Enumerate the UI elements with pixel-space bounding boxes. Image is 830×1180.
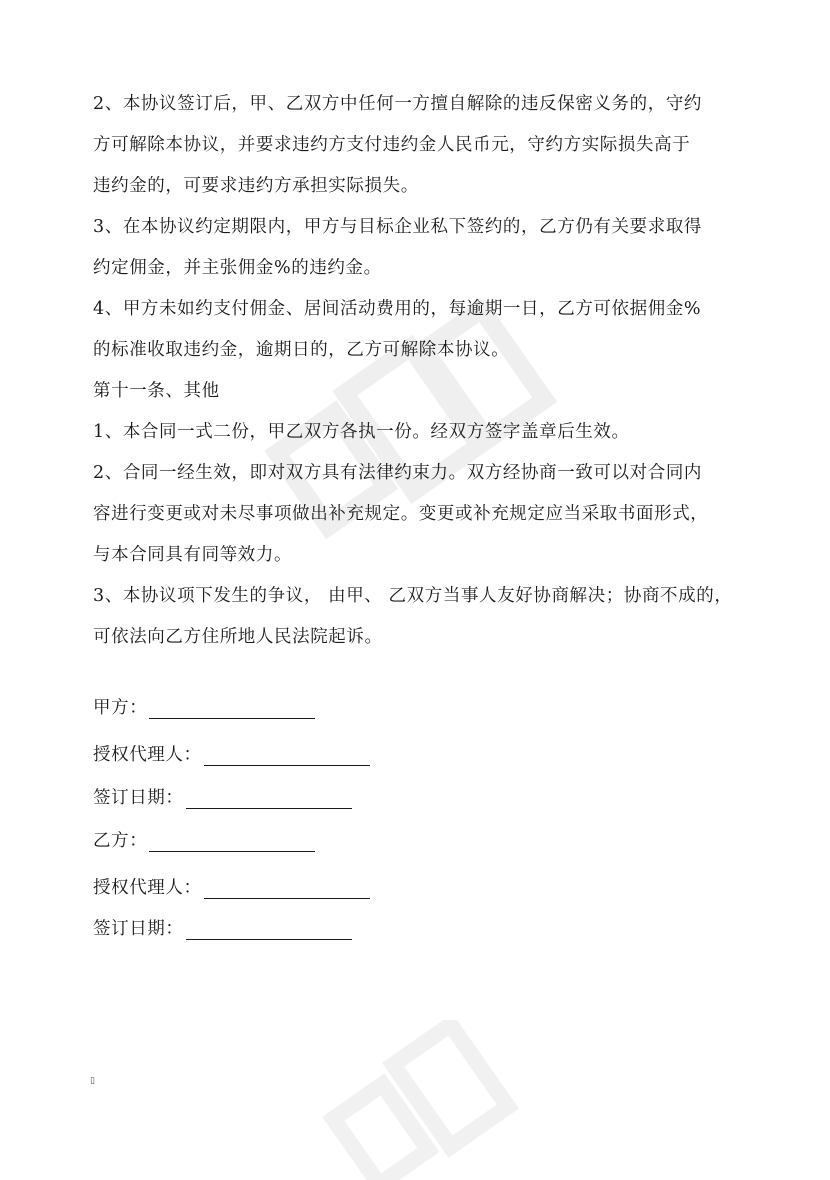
text-line: 1、本合同一式二份，甲乙双方各执一份。经双方签字盖章后生效。 [93, 422, 630, 442]
clause-11-3 [93, 576, 753, 658]
text-line: 方可解除本协议，并要求违约方支付违约金人民币元，守约方实际损失高于 [93, 135, 691, 155]
clause-11-1 [93, 412, 753, 453]
text-line: 违约金的，可要求违约方承担实际损失。 [93, 176, 419, 196]
signature-party-b [93, 827, 315, 852]
signature-label: 签订日期： [93, 788, 184, 808]
signature-label: 乙方： [93, 831, 148, 851]
signature-label: 签订日期： [93, 919, 184, 939]
text-line: 3、在本协议约定期限内，甲方与目标企业私下签约的，乙方仍有关要求取得 [93, 217, 703, 237]
signature-blank[interactable] [186, 919, 352, 940]
signature-blank[interactable] [186, 788, 352, 809]
signature-label: 授权代理人： [93, 878, 202, 898]
text-line: 容进行变更或对未尽事项做出补充规定。变更或补充规定应当采取书面形式， [93, 504, 709, 524]
text-line: 4、甲方未如约支付佣金、居间活动费用的，每逾期一日，乙方可依据佣金% [93, 299, 702, 319]
text-line: 与本合同具有同等效力。 [93, 545, 293, 565]
signature-party-b-agent [93, 874, 370, 899]
document-body [93, 84, 753, 658]
text-line: 可依法向乙方住所地人民法院起诉。 [93, 627, 383, 647]
text-line: 3、本协议项下发生的争议， 由甲、 乙双方当事人友好协商解决；协商不成的， [93, 586, 733, 606]
text-line: 约定佣金，并主张佣金%的违约金。 [93, 258, 382, 278]
signature-label: 授权代理人： [93, 745, 202, 765]
signature-blank[interactable] [204, 878, 370, 899]
signature-blank[interactable] [149, 698, 315, 719]
clause-10-2 [93, 84, 753, 207]
signature-party-b-date [93, 915, 352, 940]
signature-party-a [93, 694, 315, 719]
clause-10-3 [93, 207, 753, 289]
clause-10-4 [93, 289, 753, 371]
text-line: 的标准收取违约金，逾期日的，乙方可解除本协议。 [93, 340, 510, 360]
text-line: 2、合同一经生效，即对双方具有法律约束力。双方经协商一致可以对合同内 [93, 463, 703, 483]
signature-party-a-date [93, 784, 352, 809]
clause-11-2 [93, 453, 753, 576]
watermark-stamp-lower [300, 1020, 560, 1180]
signature-blank[interactable] [204, 745, 370, 766]
signature-label: 甲方： [93, 698, 148, 718]
article-11-heading: 第十一条、其他 [93, 381, 220, 401]
signature-blank[interactable] [149, 831, 315, 852]
text-line: 2、本协议签订后，甲、乙双方中任何一方擅自解除的违反保密义务的，守约 [93, 94, 703, 114]
footer-mark: ▯ [90, 1076, 95, 1086]
signature-party-a-agent [93, 741, 370, 766]
